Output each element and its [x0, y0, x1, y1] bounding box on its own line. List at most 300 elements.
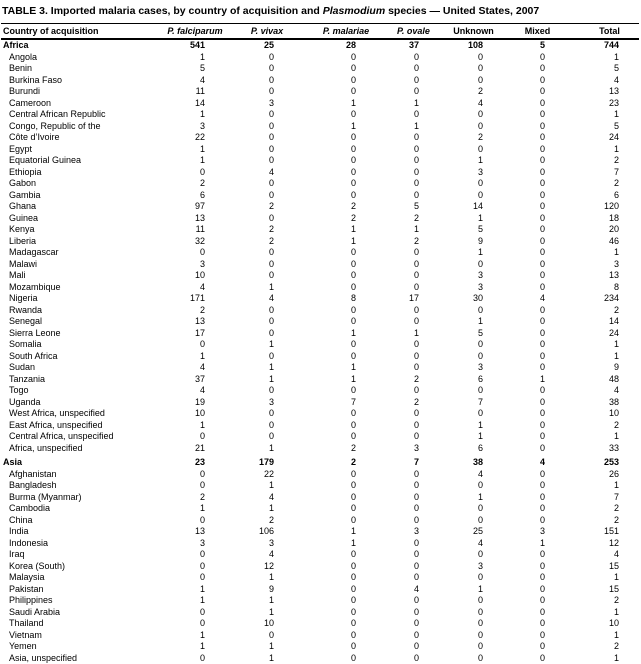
table-row — [1, 305, 639, 317]
country-cell: Liberia — [1, 236, 151, 248]
value-cell: 0 — [520, 282, 555, 294]
country-cell: Iraq — [1, 549, 151, 561]
value-cell: 0 — [239, 630, 295, 642]
table-row — [1, 653, 639, 664]
header-row — [1, 24, 639, 40]
value-cell: 1 — [520, 374, 555, 386]
value-cell: 3 — [427, 561, 520, 573]
value-cell: 1 — [295, 236, 397, 248]
value-cell: 0 — [427, 385, 520, 397]
value-cell: 8 — [555, 282, 639, 294]
value-cell: 15 — [555, 584, 639, 596]
value-cell: 0 — [520, 178, 555, 190]
value-cell: 171 — [151, 293, 239, 305]
value-cell: 1 — [555, 607, 639, 619]
value-cell: 0 — [151, 515, 239, 527]
value-cell: 2 — [555, 305, 639, 317]
value-cell: 4 — [239, 549, 295, 561]
value-cell: 0 — [295, 607, 397, 619]
value-cell: 0 — [520, 595, 555, 607]
value-cell: 1 — [239, 374, 295, 386]
value-cell: 2 — [555, 595, 639, 607]
value-cell: 7 — [555, 167, 639, 179]
value-cell: 38 — [555, 397, 639, 409]
value-cell: 23 — [555, 98, 639, 110]
value-cell: 0 — [397, 178, 427, 190]
value-cell: 2 — [427, 86, 520, 98]
value-cell: 0 — [397, 259, 427, 271]
value-cell: 108 — [427, 39, 520, 52]
value-cell: 0 — [520, 236, 555, 248]
table-row — [1, 75, 639, 87]
country-cell: Ghana — [1, 201, 151, 213]
value-cell: 11 — [151, 86, 239, 98]
country-cell: Pakistan — [1, 584, 151, 596]
value-cell: 0 — [427, 503, 520, 515]
value-cell: 6 — [151, 190, 239, 202]
value-cell: 0 — [295, 385, 397, 397]
value-cell: 0 — [397, 492, 427, 504]
value-cell: 0 — [520, 561, 555, 573]
value-cell: 3 — [151, 538, 239, 550]
value-cell: 0 — [151, 549, 239, 561]
table-row — [1, 515, 639, 527]
value-cell: 0 — [520, 63, 555, 75]
value-cell: 1 — [151, 144, 239, 156]
value-cell: 1 — [295, 328, 397, 340]
value-cell: 1 — [239, 653, 295, 664]
value-cell: 2 — [239, 515, 295, 527]
value-cell: 1 — [427, 247, 520, 259]
table-row — [1, 155, 639, 167]
value-cell: 0 — [397, 572, 427, 584]
value-cell: 1 — [555, 431, 639, 443]
value-cell: 25 — [239, 39, 295, 52]
value-cell: 0 — [295, 630, 397, 642]
value-cell: 4 — [520, 293, 555, 305]
value-cell: 1 — [239, 443, 295, 455]
value-cell: 0 — [397, 431, 427, 443]
value-cell: 1 — [555, 630, 639, 642]
value-cell: 0 — [520, 328, 555, 340]
value-cell: 1 — [397, 328, 427, 340]
value-cell: 3 — [239, 538, 295, 550]
value-cell: 0 — [239, 305, 295, 317]
value-cell: 0 — [397, 305, 427, 317]
value-cell: 0 — [520, 503, 555, 515]
value-cell: 179 — [239, 454, 295, 469]
value-cell: 25 — [427, 526, 520, 538]
country-cell: Egypt — [1, 144, 151, 156]
value-cell: 2 — [555, 155, 639, 167]
value-cell: 0 — [520, 385, 555, 397]
country-cell: Congo, Republic of the — [1, 121, 151, 133]
value-cell: 1 — [151, 52, 239, 64]
table-row — [1, 144, 639, 156]
value-cell: 4 — [427, 469, 520, 481]
value-cell: 0 — [520, 431, 555, 443]
value-cell: 0 — [295, 480, 397, 492]
value-cell: 14 — [151, 98, 239, 110]
value-cell: 38 — [427, 454, 520, 469]
value-cell: 0 — [295, 155, 397, 167]
value-cell: 1 — [151, 584, 239, 596]
col-header-p-ovale: P. ovale — [397, 24, 427, 40]
value-cell: 4 — [427, 538, 520, 550]
value-cell: 1 — [295, 224, 397, 236]
value-cell: 0 — [427, 607, 520, 619]
value-cell: 1 — [555, 247, 639, 259]
value-cell: 1 — [555, 339, 639, 351]
value-cell: 0 — [295, 86, 397, 98]
table-row — [1, 247, 639, 259]
value-cell: 0 — [397, 247, 427, 259]
table-row — [1, 351, 639, 363]
col-header-p-malariae: P. malariae — [295, 24, 397, 40]
table-row — [1, 374, 639, 386]
value-cell: 7 — [295, 397, 397, 409]
value-cell: 0 — [295, 75, 397, 87]
col-header-total: Total — [555, 24, 639, 40]
value-cell: 0 — [295, 641, 397, 653]
value-cell: 3 — [151, 121, 239, 133]
table-row — [1, 549, 639, 561]
country-cell: Senegal — [1, 316, 151, 328]
country-cell: West Africa, unspecified — [1, 408, 151, 420]
value-cell: 0 — [295, 305, 397, 317]
value-cell: 0 — [295, 549, 397, 561]
country-cell: Burundi — [1, 86, 151, 98]
value-cell: 0 — [295, 167, 397, 179]
value-cell: 0 — [520, 224, 555, 236]
value-cell: 0 — [397, 52, 427, 64]
value-cell: 0 — [397, 351, 427, 363]
value-cell: 2 — [397, 236, 427, 248]
value-cell: 1 — [295, 374, 397, 386]
country-cell: Mali — [1, 270, 151, 282]
value-cell: 1 — [151, 630, 239, 642]
country-cell: India — [1, 526, 151, 538]
value-cell: 10 — [151, 270, 239, 282]
country-cell: China — [1, 515, 151, 527]
table-row — [1, 420, 639, 432]
value-cell: 0 — [520, 109, 555, 121]
value-cell: 0 — [151, 431, 239, 443]
country-cell: Ethiopia — [1, 167, 151, 179]
value-cell: 3 — [427, 270, 520, 282]
value-cell: 0 — [397, 86, 427, 98]
table-row — [1, 408, 639, 420]
table-row — [1, 316, 639, 328]
value-cell: 0 — [427, 641, 520, 653]
value-cell: 0 — [397, 270, 427, 282]
value-cell: 0 — [427, 52, 520, 64]
value-cell: 0 — [520, 630, 555, 642]
value-cell: 9 — [239, 584, 295, 596]
value-cell: 1 — [151, 420, 239, 432]
value-cell: 0 — [151, 480, 239, 492]
value-cell: 0 — [427, 305, 520, 317]
table-row — [1, 469, 639, 481]
value-cell: 3 — [427, 362, 520, 374]
value-cell: 0 — [520, 362, 555, 374]
value-cell: 0 — [520, 270, 555, 282]
value-cell: 1 — [295, 362, 397, 374]
table-row — [1, 98, 639, 110]
value-cell: 0 — [520, 86, 555, 98]
value-cell: 0 — [151, 339, 239, 351]
value-cell: 5 — [397, 201, 427, 213]
value-cell: 0 — [397, 515, 427, 527]
value-cell: 37 — [151, 374, 239, 386]
table-row — [1, 538, 639, 550]
country-cell: Côte d’Ivoire — [1, 132, 151, 144]
value-cell: 0 — [397, 549, 427, 561]
table-row — [1, 641, 639, 653]
col-header-mixed: Mixed — [520, 24, 555, 40]
value-cell: 0 — [427, 178, 520, 190]
value-cell: 1 — [239, 362, 295, 374]
value-cell: 1 — [555, 52, 639, 64]
value-cell: 0 — [427, 75, 520, 87]
country-cell: Philippines — [1, 595, 151, 607]
value-cell: 0 — [295, 408, 397, 420]
value-cell: 0 — [397, 109, 427, 121]
country-cell: Cambodia — [1, 503, 151, 515]
table-row — [1, 526, 639, 538]
value-cell: 0 — [295, 618, 397, 630]
table-row — [1, 236, 639, 248]
value-cell: 4 — [397, 584, 427, 596]
value-cell: 17 — [151, 328, 239, 340]
country-cell: Africa — [1, 39, 151, 52]
value-cell: 0 — [397, 607, 427, 619]
value-cell: 0 — [520, 213, 555, 225]
value-cell: 1 — [427, 420, 520, 432]
value-cell: 0 — [397, 618, 427, 630]
country-cell: Togo — [1, 385, 151, 397]
table-row — [1, 109, 639, 121]
value-cell: 234 — [555, 293, 639, 305]
value-cell: 0 — [397, 630, 427, 642]
value-cell: 8 — [295, 293, 397, 305]
value-cell: 1 — [397, 224, 427, 236]
table-row — [1, 385, 639, 397]
value-cell: 4 — [151, 75, 239, 87]
value-cell: 0 — [239, 132, 295, 144]
value-cell: 4 — [555, 75, 639, 87]
country-cell: Guinea — [1, 213, 151, 225]
value-cell: 0 — [397, 316, 427, 328]
value-cell: 0 — [151, 167, 239, 179]
value-cell: 0 — [295, 132, 397, 144]
country-cell: Somalia — [1, 339, 151, 351]
value-cell: 26 — [555, 469, 639, 481]
value-cell: 7 — [555, 492, 639, 504]
value-cell: 33 — [555, 443, 639, 455]
value-cell: 0 — [520, 201, 555, 213]
value-cell: 0 — [520, 653, 555, 664]
value-cell: 0 — [520, 132, 555, 144]
country-cell: Indonesia — [1, 538, 151, 550]
value-cell: 3 — [555, 259, 639, 271]
value-cell: 2 — [555, 178, 639, 190]
value-cell: 2 — [427, 132, 520, 144]
country-cell: Asia, unspecified — [1, 653, 151, 664]
value-cell: 17 — [397, 293, 427, 305]
table-row — [1, 443, 639, 455]
value-cell: 0 — [397, 190, 427, 202]
value-cell: 0 — [397, 538, 427, 550]
value-cell: 0 — [239, 178, 295, 190]
value-cell: 0 — [397, 132, 427, 144]
value-cell: 0 — [295, 190, 397, 202]
value-cell: 0 — [151, 653, 239, 664]
table-row — [1, 190, 639, 202]
country-cell: Cameroon — [1, 98, 151, 110]
value-cell: 0 — [295, 247, 397, 259]
value-cell: 0 — [427, 618, 520, 630]
value-cell: 2 — [295, 201, 397, 213]
value-cell: 18 — [555, 213, 639, 225]
country-cell: Bangladesh — [1, 480, 151, 492]
value-cell: 4 — [555, 549, 639, 561]
value-cell: 0 — [239, 247, 295, 259]
value-cell: 0 — [239, 408, 295, 420]
value-cell: 0 — [520, 420, 555, 432]
value-cell: 0 — [520, 584, 555, 596]
value-cell: 32 — [151, 236, 239, 248]
value-cell: 0 — [397, 385, 427, 397]
country-cell: Benin — [1, 63, 151, 75]
value-cell: 0 — [427, 480, 520, 492]
value-cell: 22 — [151, 132, 239, 144]
table-row — [1, 224, 639, 236]
value-cell: 12 — [239, 561, 295, 573]
value-cell: 120 — [555, 201, 639, 213]
value-cell: 20 — [555, 224, 639, 236]
table-row — [1, 630, 639, 642]
value-cell: 1 — [151, 641, 239, 653]
value-cell: 4 — [239, 167, 295, 179]
table-row — [1, 572, 639, 584]
value-cell: 2 — [397, 213, 427, 225]
value-cell: 0 — [520, 572, 555, 584]
value-cell: 0 — [520, 549, 555, 561]
value-cell: 1 — [397, 98, 427, 110]
value-cell: 5 — [151, 63, 239, 75]
value-cell: 1 — [397, 121, 427, 133]
table-row — [1, 328, 639, 340]
country-cell: Sudan — [1, 362, 151, 374]
country-cell: Nigeria — [1, 293, 151, 305]
country-cell: Equatorial Guinea — [1, 155, 151, 167]
value-cell: 1 — [520, 538, 555, 550]
value-cell: 2 — [555, 515, 639, 527]
value-cell: 13 — [555, 86, 639, 98]
title-text-suffix: species — United States, 2007 — [385, 5, 539, 17]
value-cell: 0 — [520, 75, 555, 87]
country-cell: East Africa, unspecified — [1, 420, 151, 432]
value-cell: 4 — [151, 362, 239, 374]
value-cell: 0 — [520, 190, 555, 202]
value-cell: 0 — [397, 75, 427, 87]
country-cell: Thailand — [1, 618, 151, 630]
table-title — [0, 0, 641, 23]
value-cell: 4 — [239, 492, 295, 504]
value-cell: 0 — [397, 420, 427, 432]
value-cell: 0 — [397, 63, 427, 75]
table-row — [1, 213, 639, 225]
value-cell: 0 — [427, 515, 520, 527]
value-cell: 0 — [427, 144, 520, 156]
value-cell: 0 — [239, 259, 295, 271]
value-cell: 3 — [427, 282, 520, 294]
table-row — [1, 270, 639, 282]
country-cell: Africa, unspecified — [1, 443, 151, 455]
value-cell: 0 — [151, 469, 239, 481]
value-cell: 0 — [295, 109, 397, 121]
value-cell: 0 — [520, 305, 555, 317]
value-cell: 6 — [427, 443, 520, 455]
value-cell: 0 — [151, 247, 239, 259]
country-cell: Gabon — [1, 178, 151, 190]
value-cell: 0 — [295, 259, 397, 271]
value-cell: 2 — [555, 420, 639, 432]
value-cell: 37 — [397, 39, 427, 52]
col-header-p-falciparum: P. falciparum — [151, 24, 239, 40]
value-cell: 6 — [427, 374, 520, 386]
value-cell: 0 — [239, 431, 295, 443]
value-cell: 2 — [239, 224, 295, 236]
value-cell: 2 — [151, 492, 239, 504]
country-cell: Asia — [1, 454, 151, 469]
value-cell: 3 — [239, 397, 295, 409]
value-cell: 0 — [151, 572, 239, 584]
value-cell: 2 — [295, 213, 397, 225]
value-cell: 0 — [397, 339, 427, 351]
value-cell: 0 — [239, 121, 295, 133]
value-cell: 1 — [239, 282, 295, 294]
value-cell: 1 — [427, 431, 520, 443]
value-cell: 2 — [151, 178, 239, 190]
value-cell: 0 — [397, 561, 427, 573]
value-cell: 0 — [427, 63, 520, 75]
value-cell: 1 — [151, 155, 239, 167]
value-cell: 0 — [295, 144, 397, 156]
value-cell: 0 — [427, 653, 520, 664]
value-cell: 1 — [239, 480, 295, 492]
value-cell: 13 — [151, 316, 239, 328]
country-cell: Central African Republic — [1, 109, 151, 121]
value-cell: 0 — [239, 420, 295, 432]
value-cell: 0 — [397, 503, 427, 515]
value-cell: 3 — [151, 259, 239, 271]
value-cell: 0 — [239, 190, 295, 202]
value-cell: 4 — [555, 385, 639, 397]
value-cell: 0 — [239, 155, 295, 167]
value-cell: 0 — [427, 408, 520, 420]
value-cell: 22 — [239, 469, 295, 481]
value-cell: 97 — [151, 201, 239, 213]
table-row — [1, 178, 639, 190]
value-cell: 3 — [397, 443, 427, 455]
value-cell: 5 — [427, 328, 520, 340]
value-cell: 2 — [555, 503, 639, 515]
value-cell: 0 — [295, 351, 397, 363]
value-cell: 0 — [520, 641, 555, 653]
value-cell: 0 — [427, 351, 520, 363]
